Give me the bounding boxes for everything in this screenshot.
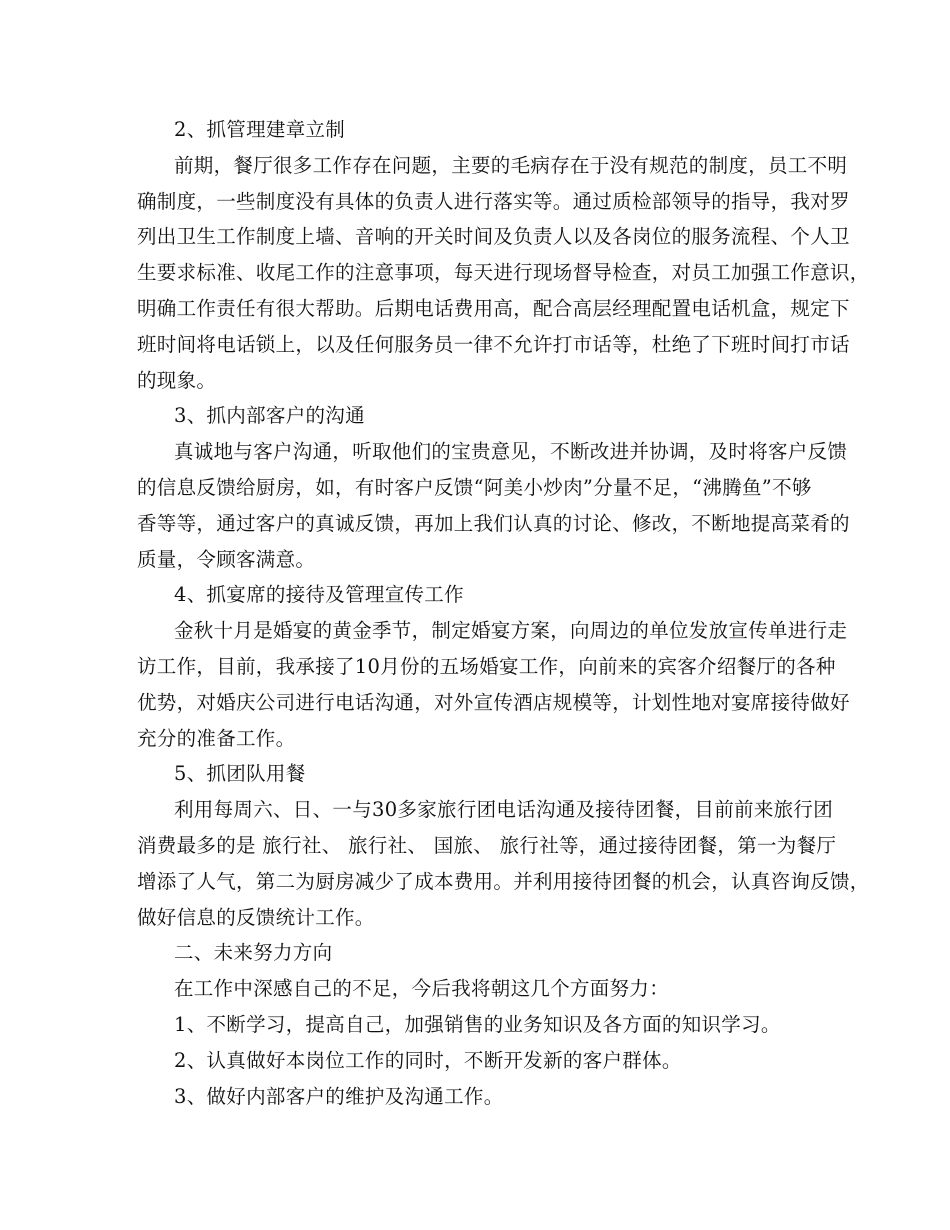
text-line: 3、抓内部客户的沟通 xyxy=(174,404,365,428)
text-line: 5、抓团队用餐 xyxy=(174,762,306,786)
text-line: 明确工作责任有很大帮助。后期电话费用高，配合高层经理配置电话机盒，规定下 xyxy=(137,296,850,320)
text-line: 1、不断学习，提高自己，加强销售的业务知识及各方面的知识学习。 xyxy=(174,1012,781,1036)
text-line: 香等等，通过客户的真诚反馈，再加上我们认真的讨论、修改，不断地提高菜肴的 xyxy=(137,511,850,535)
text-line: 确制度，一些制度没有具体的负责人进行落实等。通过质检部领导的指导，我对罗 xyxy=(137,189,850,213)
text-line: 金秋十月是婚宴的黄金季节，制定婚宴方案，向周边的单位发放宣传单进行走 xyxy=(174,619,848,643)
text-line: 生要求标准、收尾工作的注意事项，每天进行现场督导检查，对员工加强工作意识， xyxy=(137,261,870,285)
text-line: 的信息反馈给厨房，如，有时客户反馈“阿美小炒肉”分量不足，“沸腾鱼”不够 xyxy=(137,475,812,499)
text-line: 列出卫生工作制度上墙、音响的开关时间及负责人以及各岗位的服务流程、个人卫 xyxy=(137,225,850,249)
text-line: 在工作中深感自己的不足，今后我将朝这几个方面努力： xyxy=(174,977,670,1001)
text-line: 二、未来努力方向 xyxy=(174,941,333,965)
text-line: 增添了人气，第二为厨房减少了成本费用。并利用接待团餐的机会，认真咨询反馈， xyxy=(137,869,870,893)
text-line: 利用每周六、日、一与30多家旅行团电话沟通及接待团餐，目前前来旅行团 xyxy=(174,798,834,822)
document-body xyxy=(137,112,870,1114)
text-line: 做好信息的反馈统计工作。 xyxy=(137,905,375,929)
text-line: 质量，令顾客满意。 xyxy=(137,547,316,571)
text-line: 真诚地与客户沟通，听取他们的宝贵意见，不断改进并协调，及时将客户反馈 xyxy=(174,440,848,464)
text-line: 班时间将电话锁上，以及任何服务员一律不允许打市话等，杜绝了下班时间打市话 xyxy=(137,332,850,356)
text-line: 访工作，目前，我承接了10月份的五场婚宴工作，向前来的宾客介绍餐厅的各种 xyxy=(137,654,836,678)
text-line: 消费最多的是 旅行社、 旅行社、 国旅、 旅行社等，通过接待团餐，第一为餐厅 xyxy=(137,833,837,857)
text-line: 3、做好内部客户的维护及沟通工作。 xyxy=(174,1084,504,1108)
text-line: 的现象。 xyxy=(137,368,217,392)
text-line: 2、抓管理建章立制 xyxy=(174,118,346,141)
text-line: 前期，餐厅很多工作存在问题，主要的毛病存在于没有规范的制度，员工不明 xyxy=(174,153,848,177)
text-line: 充分的准备工作。 xyxy=(137,726,296,750)
text-line: 优势，对婚庆公司进行电话沟通，对外宣传酒店规模等，计划性地对宴席接待做好 xyxy=(137,690,850,714)
text-line: 2、认真做好本岗位工作的同时，不断开发新的客户群体。 xyxy=(174,1048,682,1072)
text-line: 4、抓宴席的接待及管理宣传工作 xyxy=(174,583,464,607)
